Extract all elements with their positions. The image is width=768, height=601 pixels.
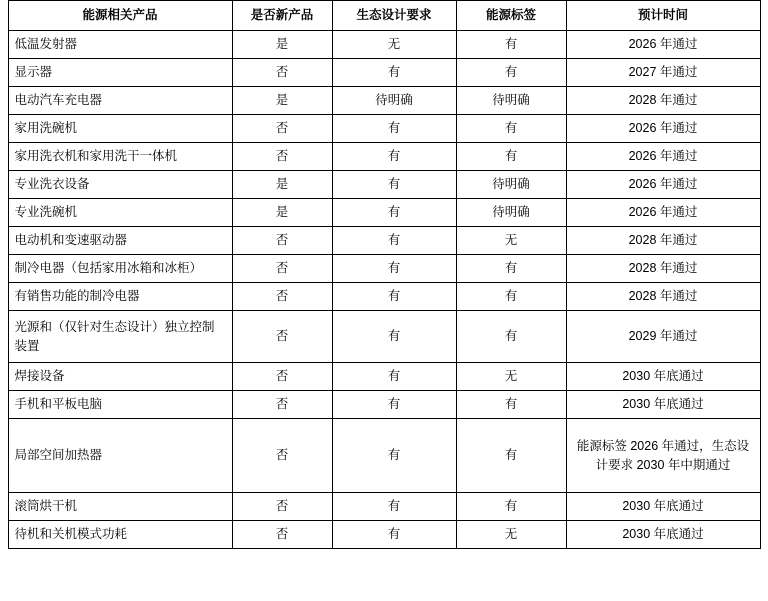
cell-product-name: 电动机和变速驱动器 — [8, 227, 232, 255]
cell-expected-time: 2030 年底通过 — [566, 363, 760, 391]
cell-expected-time: 2030 年底通过 — [566, 391, 760, 419]
cell-expected-time: 2030 年底通过 — [566, 493, 760, 521]
table-row — [8, 31, 760, 59]
cell-energy-label: 有 — [456, 143, 566, 171]
table-row — [8, 115, 760, 143]
cell-is-new: 否 — [232, 419, 332, 493]
cell-product-name: 家用洗衣机和家用洗干一体机 — [8, 143, 232, 171]
cell-expected-time: 2028 年通过 — [566, 255, 760, 283]
table-row — [8, 59, 760, 87]
cell-expected-time: 2028 年通过 — [566, 227, 760, 255]
cell-expected-time: 2026 年通过 — [566, 115, 760, 143]
table-row — [8, 419, 760, 493]
cell-expected-time: 2030 年底通过 — [566, 521, 760, 549]
cell-product-name: 电动汽车充电器 — [8, 87, 232, 115]
table-row — [8, 171, 760, 199]
cell-energy-label: 有 — [456, 283, 566, 311]
cell-product-name: 专业洗碗机 — [8, 199, 232, 227]
cell-ecodesign: 有 — [332, 419, 456, 493]
table-row — [8, 391, 760, 419]
cell-energy-label: 有 — [456, 255, 566, 283]
cell-product-name: 家用洗碗机 — [8, 115, 232, 143]
cell-product-name: 专业洗衣设备 — [8, 171, 232, 199]
cell-ecodesign: 有 — [332, 493, 456, 521]
cell-ecodesign: 有 — [332, 115, 456, 143]
cell-is-new: 是 — [232, 87, 332, 115]
cell-energy-label: 有 — [456, 311, 566, 363]
cell-expected-time: 2026 年通过 — [566, 199, 760, 227]
cell-is-new: 否 — [232, 283, 332, 311]
cell-is-new: 是 — [232, 31, 332, 59]
cell-product-name: 光源和（仅针对生态设计）独立控制装置 — [8, 311, 232, 363]
table-header-row — [8, 1, 760, 31]
cell-ecodesign: 有 — [332, 59, 456, 87]
column-header-energy-label: 能源标签 — [456, 1, 566, 31]
cell-ecodesign: 有 — [332, 283, 456, 311]
cell-is-new: 否 — [232, 493, 332, 521]
table-row — [8, 363, 760, 391]
cell-is-new: 否 — [232, 311, 332, 363]
cell-expected-time: 2026 年通过 — [566, 31, 760, 59]
cell-expected-time: 2026 年通过 — [566, 171, 760, 199]
cell-energy-label: 有 — [456, 419, 566, 493]
cell-is-new: 是 — [232, 199, 332, 227]
cell-is-new: 否 — [232, 521, 332, 549]
cell-ecodesign: 有 — [332, 143, 456, 171]
table-row — [8, 521, 760, 549]
cell-energy-label: 有 — [456, 391, 566, 419]
cell-energy-label: 有 — [456, 115, 566, 143]
cell-energy-label: 无 — [456, 521, 566, 549]
cell-expected-time: 2028 年通过 — [566, 87, 760, 115]
cell-expected-time: 2026 年通过 — [566, 143, 760, 171]
cell-ecodesign: 有 — [332, 227, 456, 255]
cell-product-name: 滚筒烘干机 — [8, 493, 232, 521]
cell-ecodesign: 有 — [332, 171, 456, 199]
cell-expected-time: 2029 年通过 — [566, 311, 760, 363]
cell-energy-label: 待明确 — [456, 171, 566, 199]
cell-is-new: 是 — [232, 171, 332, 199]
cell-ecodesign: 有 — [332, 363, 456, 391]
cell-ecodesign: 有 — [332, 311, 456, 363]
cell-is-new: 否 — [232, 143, 332, 171]
column-header-ecodesign: 生态设计要求 — [332, 1, 456, 31]
cell-product-name: 显示器 — [8, 59, 232, 87]
cell-ecodesign: 待明确 — [332, 87, 456, 115]
cell-energy-label: 待明确 — [456, 199, 566, 227]
cell-ecodesign: 有 — [332, 255, 456, 283]
cell-ecodesign: 无 — [332, 31, 456, 59]
cell-product-name: 焊接设备 — [8, 363, 232, 391]
cell-energy-label: 待明确 — [456, 87, 566, 115]
table-row — [8, 493, 760, 521]
table-row — [8, 311, 760, 363]
table-row — [8, 87, 760, 115]
cell-energy-label: 无 — [456, 363, 566, 391]
cell-expected-time: 2028 年通过 — [566, 283, 760, 311]
table-header — [8, 1, 760, 31]
cell-is-new: 否 — [232, 255, 332, 283]
cell-product-name: 待机和关机模式功耗 — [8, 521, 232, 549]
column-header-is-new: 是否新产品 — [232, 1, 332, 31]
cell-product-name: 低温发射器 — [8, 31, 232, 59]
table-row — [8, 143, 760, 171]
cell-product-name: 有销售功能的制冷电器 — [8, 283, 232, 311]
column-header-product: 能源相关产品 — [8, 1, 232, 31]
cell-is-new: 否 — [232, 363, 332, 391]
table-body — [8, 31, 760, 549]
table-row — [8, 199, 760, 227]
cell-product-name: 制冷电器（包括家用冰箱和冰柜） — [8, 255, 232, 283]
cell-energy-label: 无 — [456, 227, 566, 255]
cell-expected-time: 2027 年通过 — [566, 59, 760, 87]
cell-product-name: 局部空间加热器 — [8, 419, 232, 493]
cell-energy-label: 有 — [456, 31, 566, 59]
cell-ecodesign: 有 — [332, 199, 456, 227]
energy-related-products-table — [8, 0, 761, 549]
column-header-expected-time: 预计时间 — [566, 1, 760, 31]
cell-is-new: 否 — [232, 391, 332, 419]
cell-energy-label: 有 — [456, 493, 566, 521]
cell-energy-label: 有 — [456, 59, 566, 87]
cell-is-new: 否 — [232, 227, 332, 255]
cell-is-new: 否 — [232, 115, 332, 143]
cell-ecodesign: 有 — [332, 391, 456, 419]
cell-product-name: 手机和平板电脑 — [8, 391, 232, 419]
table-row — [8, 255, 760, 283]
cell-is-new: 否 — [232, 59, 332, 87]
cell-ecodesign: 有 — [332, 521, 456, 549]
table-row — [8, 227, 760, 255]
cell-expected-time: 能源标签 2026 年通过，生态设计要求 2030 年中期通过 — [566, 419, 760, 493]
table-row — [8, 283, 760, 311]
